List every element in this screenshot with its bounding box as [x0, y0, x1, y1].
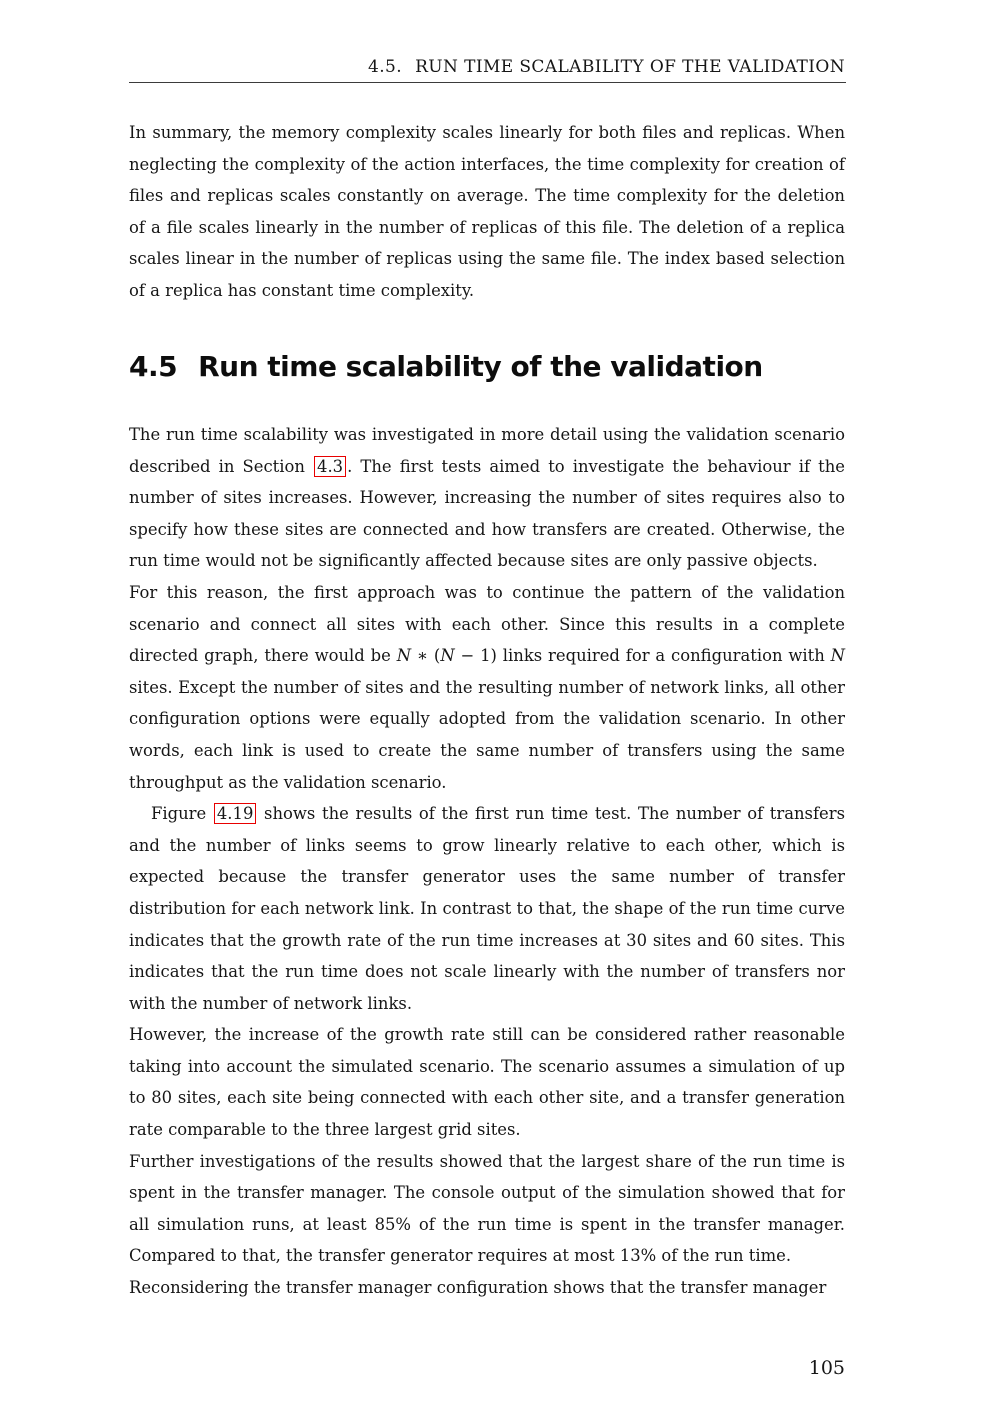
section-title: Run time scalability of the validation: [198, 350, 763, 383]
figure-ref-link[interactable]: 4.19: [214, 803, 257, 824]
text-run: − 1) links required for a configuration with: [454, 646, 831, 666]
paragraph: [129, 117, 845, 307]
paragraph: [129, 1019, 845, 1145]
header-rule: [129, 82, 846, 83]
text-run: Figure: [151, 804, 213, 824]
text-run: sites. Except the number of sites and the resulting number of network links, all other configuration options were equally adopted from the validation scenario. In other words, each link is used to create the same number of transfers using the same throughput as the validation scenario.: [129, 677, 845, 792]
text-run: However, the increase of the growth rate still can be considered rather reasonable taking into account the simulated scenario. The scenario assumes a simulation of up to 80 sites, each site being connected with each other site, and a transfer generation rate comparable to the three largest grid sites.: [129, 1025, 845, 1140]
math-variable: N: [830, 646, 845, 666]
body-text: [129, 419, 845, 1304]
text-run: . The first tests aimed to investigate the behaviour if the number of sites increases. However, increasing the number of sites requires also to specify how these sites are connected and how transfers are created. Otherwise, the run time would not be significantly affected because sites are only passive objects.: [129, 456, 845, 571]
paragraph: [129, 1146, 845, 1272]
section-number: 4.5: [129, 350, 178, 383]
text-run: Reconsidering the transfer manager configuration shows that the transfer manager: [129, 1278, 827, 1298]
paragraph: [129, 577, 845, 798]
page-number: 105: [808, 1357, 845, 1379]
paragraph: [129, 419, 845, 577]
section-heading: [129, 350, 869, 384]
section-ref-link[interactable]: 4.3: [314, 456, 346, 477]
paragraph: [129, 1272, 845, 1304]
running-header-number: 4.5.: [368, 57, 403, 77]
text-run: shows the results of the first run time test. The number of transfers and the number of links seems to grow linearly relative to each other, which is expected because the transfer generator uses the same number of transfer distribution for each network link. In contrast to that, the shape of the run time curve indicates that the growth rate of the run time increases at 30 sites and 60 sites. This indicates that the run time does not scale linearly with the number of transfers nor with the number of network links.: [129, 804, 845, 1013]
math-variable: N: [396, 646, 412, 666]
intro-text: [129, 117, 845, 307]
text-run: For this reason, the first approach was to continue the pattern of the validation scenario and connect all sites with each other. Since this results in a complete directed graph, there would be: [129, 582, 845, 666]
text-run: ∗ (: [411, 646, 441, 666]
text-run: The run time scalability was investigated in more detail using the validation scenario described in Section: [129, 425, 845, 476]
math-variable: N: [440, 646, 455, 666]
paragraph: [129, 798, 845, 1019]
text-run: Further investigations of the results showed that the largest share of the run time is spent in the transfer manager. The console output of the simulation showed that for all simulation runs, at least 85% of the run time is spent in the transfer manager. Compared to that, the transfer generator requires at most 13% of the run time.: [129, 1151, 845, 1266]
text-run: In summary, the memory complexity scales linearly for both files and replicas. When neglecting the complexity of the action interfaces, the time complexity for creation of files and replicas scales constantly on average. The time complexity for the deletion of a file scales linearly in the number of replicas of this file. The deletion of a replica scales linear in the number of replicas using the same file. The index based selection of a replica has constant time complexity.: [129, 123, 845, 300]
running-header: [129, 56, 845, 78]
running-header-title: RUN TIME SCALABILITY OF THE VALIDATION: [415, 57, 845, 77]
